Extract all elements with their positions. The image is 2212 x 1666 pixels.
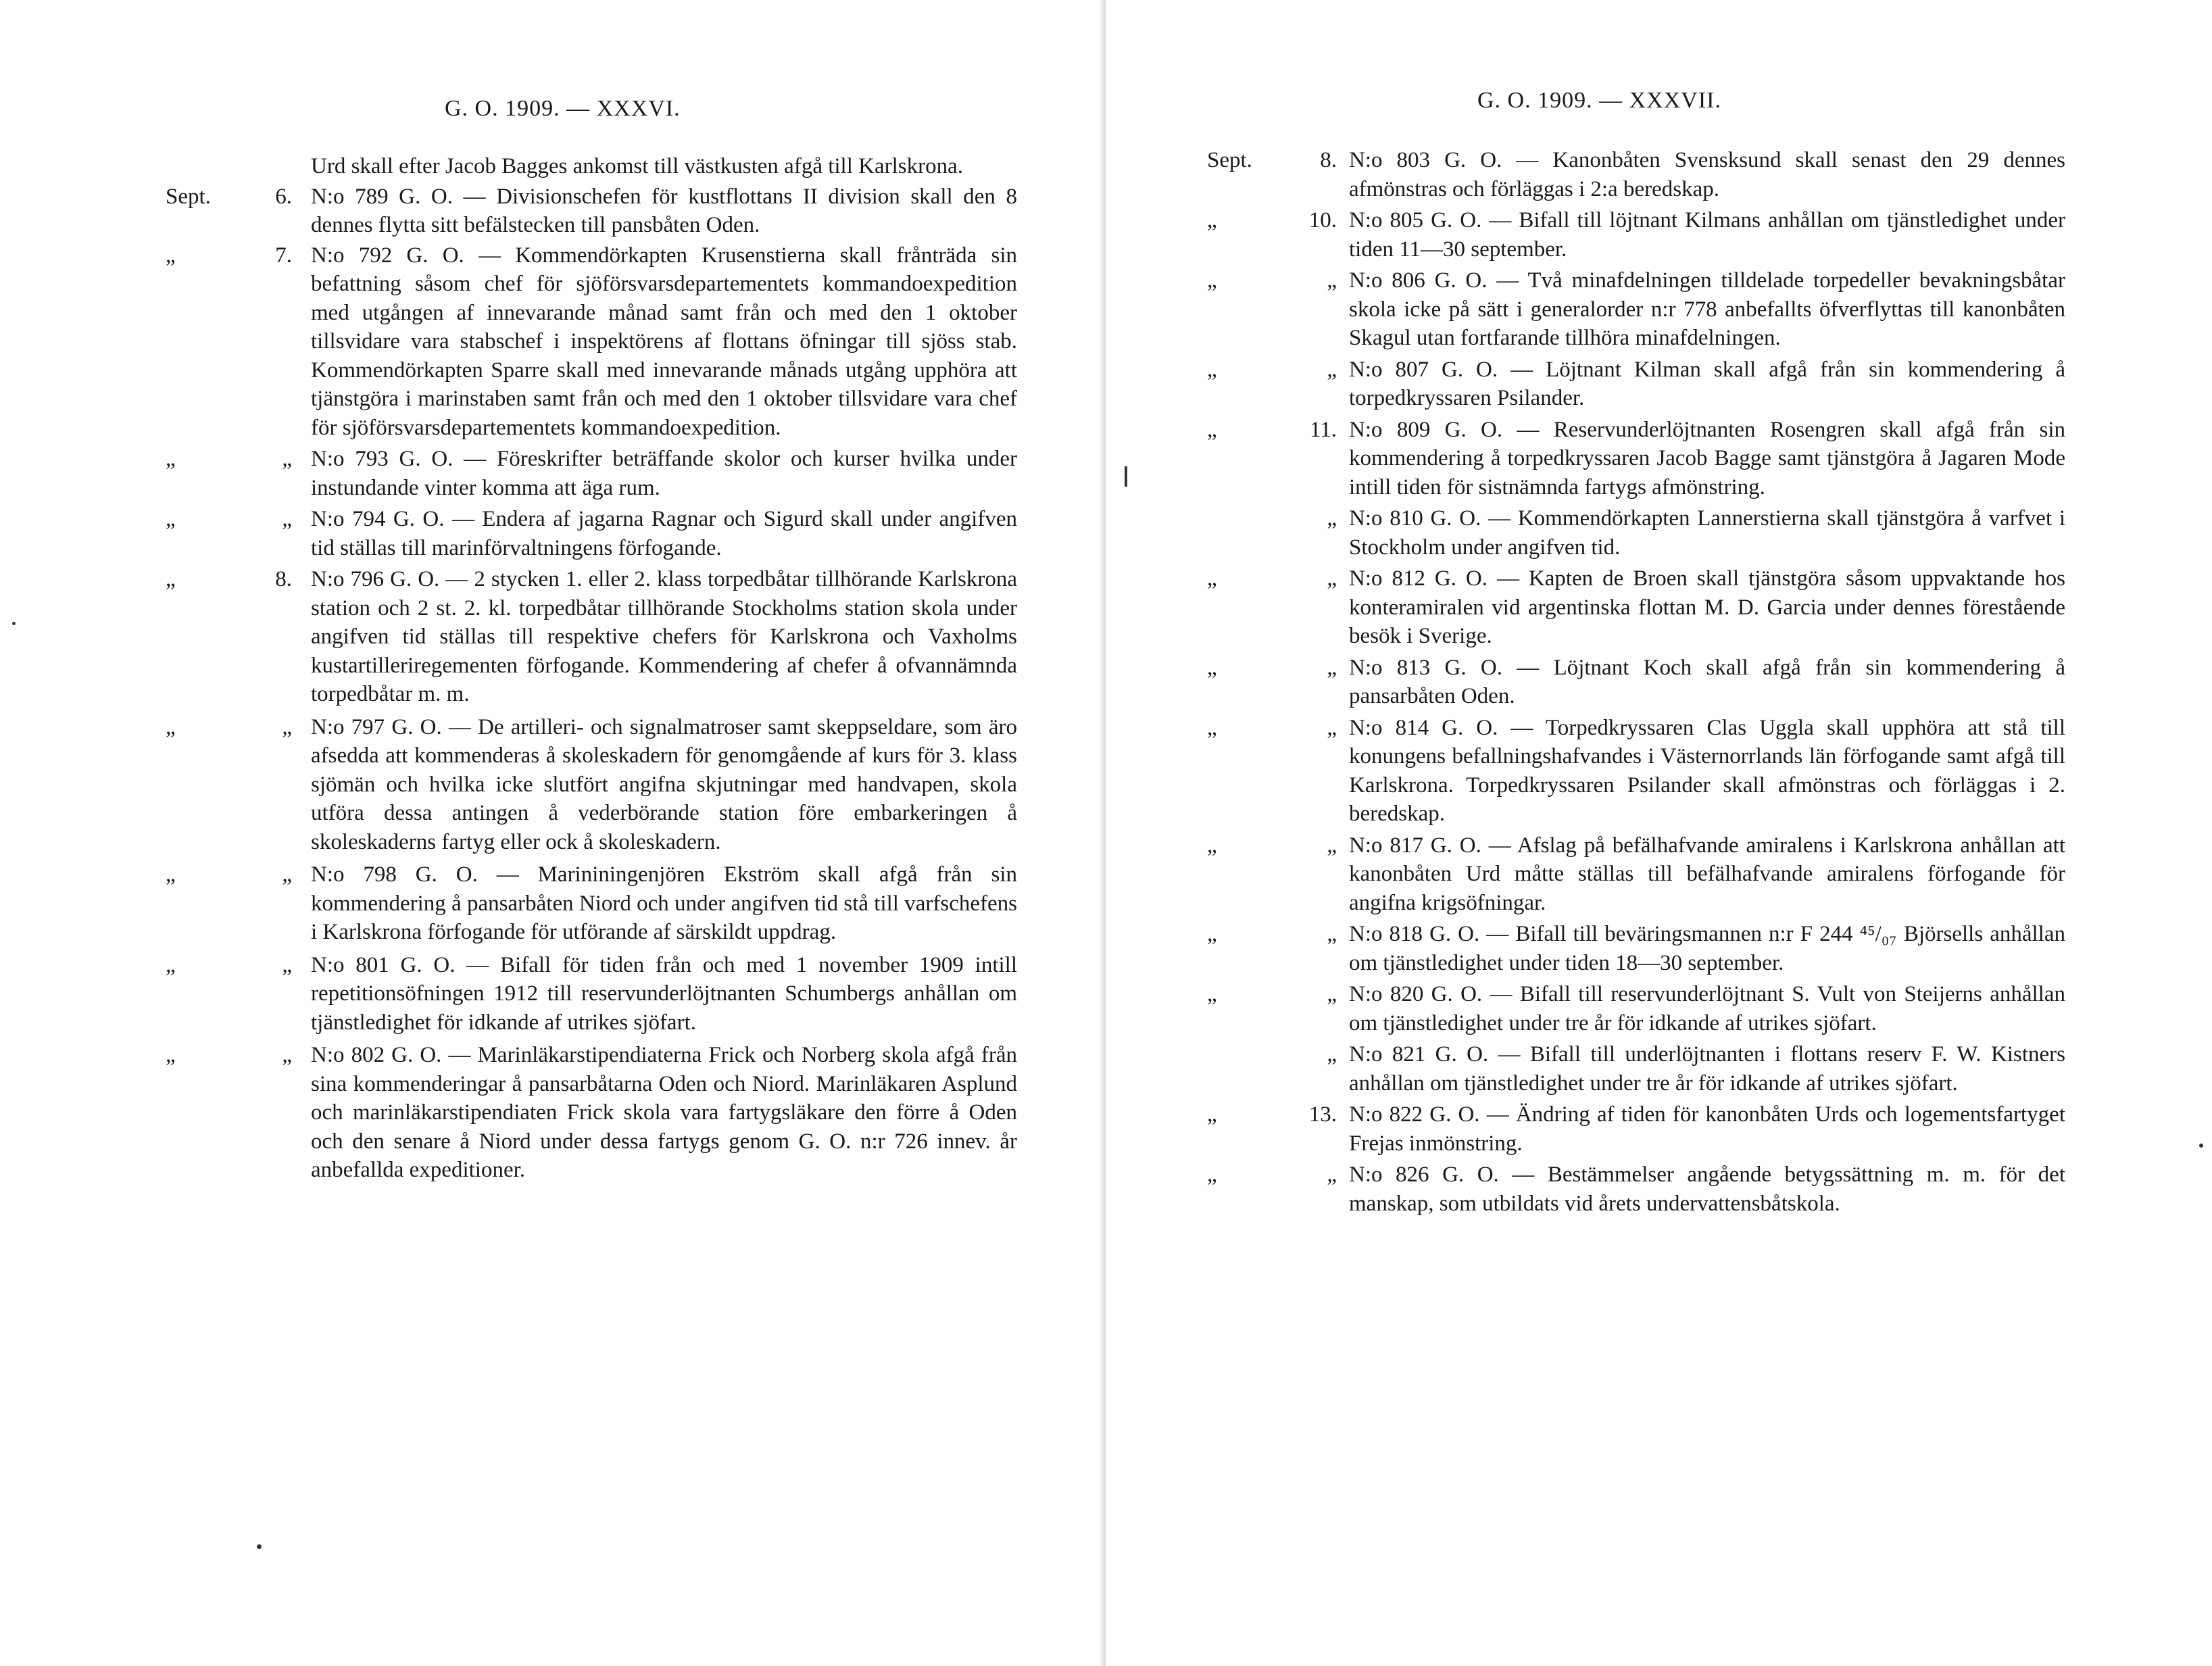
order-entry	[1106, 714, 2212, 829]
entry-text: N:o 818 G. O. — Bifall till beväringsmannen n:r F 244 ⁴⁵/₀₇ Björsells anhållan om tjänstledighet under tiden 18—30 september.	[1349, 922, 2065, 975]
entry-text: N:o 821 G. O. — Bifall till underlöjtnanten i flottans reserv F. W. Kistners anhållan om tjänstledighet under tre år för idkande af utrikes sjöfart.	[1349, 1042, 2065, 1096]
order-entry	[1106, 266, 2212, 353]
entry-text: N:o 803 G. O. — Kanonbåten Svensksund skall senast den 29 dennes afmönstras och förläggas i 2:a beredskap.	[1349, 148, 2065, 201]
order-entry	[1106, 1160, 2212, 1218]
left-page-entries	[0, 152, 1106, 1185]
entry-text: N:o 796 G. O. — 2 stycken 1. eller 2. klass torpedbåtar tillhörande Karlskrona station och 2 st. 2. kl. torpedbåtar tillhörande Stockholms station skola under angifven tid ställas till respektive chefers för Karlskrona och Vaxholms kustartilleriregementen förfogande. Kommendering af chefer å ofvannämnda torpedbåtar m. m.	[311, 567, 1017, 706]
entry-month: „	[1207, 922, 1217, 946]
order-entry	[1106, 980, 2212, 1037]
entry-month: „	[166, 243, 176, 268]
entry-text: N:o 817 G. O. — Afslag på befälhafvande amiralens i Karlskrona anhållan att kanonbåten Urd måtte ställas till befälhafvande amiralens förfogande för angifna krigsöfningar.	[1349, 833, 2065, 915]
entry-month: „	[1207, 417, 1217, 442]
entry-month: „	[166, 507, 176, 531]
entry-day: „	[1327, 715, 1337, 740]
order-entry	[0, 182, 1106, 240]
entry-text: N:o 793 G. O. — Föreskrifter beträffande skolor och kurser hvilka under instundande vinter komma att äga rum.	[311, 447, 1017, 500]
entry-text: N:o 798 G. O. — Marinіningenjören Ekström skall afgå från sin kommendering å pansarbåten Niord och under angifven tid stå till varfschefens i Karlskrona förfogande för utförande af särskildt uppdrag.	[311, 862, 1017, 944]
entry-month: „	[1207, 357, 1217, 382]
entry-text: N:o 814 G. O. — Torpedkryssaren Clas Uggla skall upphöra att stå till konungens befallningshafvandes i Västernorrlands län förfogande samt afgå till Karlskrona. Torpedkryssaren Psilander skall afmönstras och förläggas i 2. beredskap.	[1349, 715, 2065, 826]
entry-day: 8.	[1320, 148, 1337, 172]
entry-day: „	[1327, 357, 1337, 382]
order-entry	[1106, 416, 2212, 502]
entry-month: Sept.	[1207, 148, 1252, 172]
stray-ink-mark	[12, 622, 16, 625]
entry-day: „	[1327, 268, 1337, 293]
entry-text: N:o 809 G. O. — Reservunderlöjtnanten Rosengren skall afgå från sin kommendering å torpedkryssaren Jacob Bagge samt tjänstgöra å Jagaren Mode intill tiden för sistnämnda fartygs afmönstring.	[1349, 417, 2065, 499]
order-entry	[1106, 146, 2212, 203]
entry-day: „	[282, 952, 292, 977]
order-entry	[0, 860, 1106, 947]
entry-day: „	[1327, 833, 1337, 858]
entry-text: N:o 810 G. O. — Kommendörkapten Lannerstierna skall tjänstgöra å varfvet i Stockholm under angifven tid.	[1349, 506, 2065, 560]
stray-ink-mark	[257, 1544, 262, 1549]
entry-text: N:o 805 G. O. — Bifall till löjtnant Kilmans anhållan om tjänstledighet under tiden 11—30 september.	[1349, 208, 2065, 262]
entry-month: „	[1207, 268, 1217, 293]
order-entry	[0, 951, 1106, 1037]
entry-day: „	[1327, 1042, 1337, 1067]
entry-month: „	[166, 447, 176, 471]
order-entry	[0, 1041, 1106, 1185]
entry-text: N:o 812 G. O. — Kapten de Broen skall tjänstgöra såsom uppvaktande hos konteramiralen vid argentinska flottan M. D. Garcia under dennes förestående besök i Sverige.	[1349, 566, 2065, 648]
order-entry	[1106, 504, 2212, 562]
stray-ink-mark	[1125, 466, 1127, 487]
entry-day: 11.	[1309, 417, 1337, 442]
entry-day: „	[282, 1043, 292, 1067]
entry-month: „	[1207, 1162, 1217, 1187]
entry-day: 10.	[1308, 208, 1337, 232]
entry-day: „	[1327, 506, 1337, 531]
stray-ink-mark	[2199, 1144, 2203, 1148]
entry-day: 7.	[275, 243, 292, 268]
right-page-entries	[1106, 146, 2212, 1218]
entry-text: N:o 822 G. O. — Ändring af tiden för kanonbåten Urds och logementsfartyget Frejas inmönstring.	[1349, 1102, 2065, 1156]
entry-month: „	[1207, 208, 1217, 232]
entry-month: „	[1207, 715, 1217, 740]
entry-text: N:o 807 G. O. — Löjtnant Kilman skall afgå från sin kommendering å torpedkryssaren Psilander.	[1349, 357, 2065, 410]
entry-month: „	[1207, 833, 1217, 858]
entry-text: N:o 806 G. O. — Två minafdelningen tilldelade torpedeller bevakningsbåtar skola icke på sätt i generalorder n:r 778 anbefallts öfverflyttas till kanonbåten Skagul utan fortfarande tillhöra minafdelningen.	[1349, 268, 2065, 350]
entry-text: N:o 801 G. O. — Bifall för tiden från och med 1 november 1909 intill repetitionsöfningen 1912 till reservunderlöjtnanten Schumbergs anhållan om tjänstledighet för idkande af utrikes sjöfart.	[311, 952, 1017, 1035]
order-entry	[0, 241, 1106, 443]
entry-month: „	[1207, 1102, 1217, 1127]
entry-day: „	[1327, 982, 1337, 1006]
entry-month: „	[166, 952, 176, 977]
entry-month: „	[166, 567, 176, 591]
entry-day: „	[1327, 566, 1337, 591]
entry-month: „	[1207, 982, 1217, 1006]
entry-month: „	[166, 1043, 176, 1067]
order-entry	[1106, 1040, 2212, 1098]
entry-text: N:o 813 G. O. — Löjtnant Koch skall afgå från sin kommendering å pansarbåten Oden.	[1349, 655, 2065, 708]
entry-day: 6.	[275, 184, 292, 209]
entry-day: 13.	[1308, 1102, 1337, 1127]
entry-day: „	[282, 862, 292, 887]
order-entry	[1106, 920, 2212, 977]
entry-month: „	[166, 862, 176, 887]
entry-text: N:o 797 G. O. — De artilleri- och signalmatroser samt skeppseldare, som äro afsedda att kommenderas å skoleskadern för genomgående af kurs för 3. klass sjömän och hvilka icke slutfört angifna skjutningar med handvapen, skola utföra dessa antingen å vederbörande station före embarkeringen å skoleskaderns fartyg eller ock å skoleskadern.	[311, 714, 1017, 854]
entry-text: N:o 792 G. O. — Kommendörkapten Krusenstierna skall frånträda sin befattning såsom chef för sjöförsvarsdepartementets kommandoexpedition med utgången af innevarande månad samt från och med den 1 oktober tillsvidare vara stabschef i inspektörens af flottans öfningar till sjöss stab. Kommendörkapten Sparre skall med innevarande månads utgång upphöra att tjänstgöra i marinstaben samt från och med den 1 oktober tillsvidare vara chef för sjöförsvarsdepartementets kommandoexpedition.	[311, 243, 1017, 440]
entry-day: „	[1327, 655, 1337, 680]
order-entry	[0, 565, 1106, 709]
entry-text: N:o 802 G. O. — Marinläkarstipendiaterna Frick och Norberg skola afgå från sina kommenderingar å pansarbåtarna Oden och Niord. Marinläkaren Asplund och marinläkarstipendiaten Frick skola vara fartygsläkare den förre å Oden och den senare å Niord under dessa fartygs genom G. O. n:r 726 innev. år anbefallda expeditioner.	[311, 1043, 1017, 1182]
entry-day: „	[1327, 1162, 1337, 1187]
order-entry	[1106, 206, 2212, 264]
entry-day: „	[1327, 922, 1337, 946]
entry-text: N:o 794 G. O. — Endera af jagarna Ragnar och Sigurd skall under angifven tid ställas till marinförvaltningens förfogande.	[311, 507, 1017, 560]
order-entry	[0, 713, 1106, 857]
order-entry	[1106, 564, 2212, 651]
entry-day: 8.	[275, 567, 292, 591]
entry-day: „	[282, 714, 292, 739]
order-entry	[0, 445, 1106, 502]
entry-text: N:o 826 G. O. — Bestämmelser angående betygssättning m. m. för det manskap, som utbildats vid årets undervattensbåtskola.	[1349, 1162, 2065, 1216]
order-entry	[1106, 356, 2212, 413]
entry-day: „	[282, 507, 292, 531]
right-page-header: G. O. 1909. — XXXVII.	[1477, 88, 1721, 113]
order-entry	[1106, 654, 2212, 711]
right-page	[1106, 0, 2212, 1666]
entry-month: „	[1207, 655, 1217, 680]
order-entry	[1106, 831, 2212, 918]
order-entry	[1106, 1100, 2212, 1158]
entry-day: „	[282, 447, 292, 471]
entry-text: N:o 820 G. O. — Bifall till reservunderlöjtnant S. Vult von Steijerns anhållan om tjänstledighet under tre år för idkande af utrikes sjöfart.	[1349, 982, 2065, 1035]
entry-text: Urd skall efter Jacob Bagges ankomst till västkusten afgå till Karlskrona.	[311, 154, 964, 178]
left-page-header: G. O. 1909. — XXXVI.	[445, 96, 681, 121]
entry-text: N:o 789 G. O. — Divisionschefen för kustflottans II division skall den 8 dennes flytta sitt befälstecken till pansbåten Oden.	[311, 184, 1017, 237]
entry-month: Sept.	[166, 184, 211, 209]
entry-month: „	[1207, 566, 1217, 591]
order-entry	[0, 152, 1106, 181]
order-entry	[0, 505, 1106, 562]
entry-month: „	[166, 714, 176, 739]
